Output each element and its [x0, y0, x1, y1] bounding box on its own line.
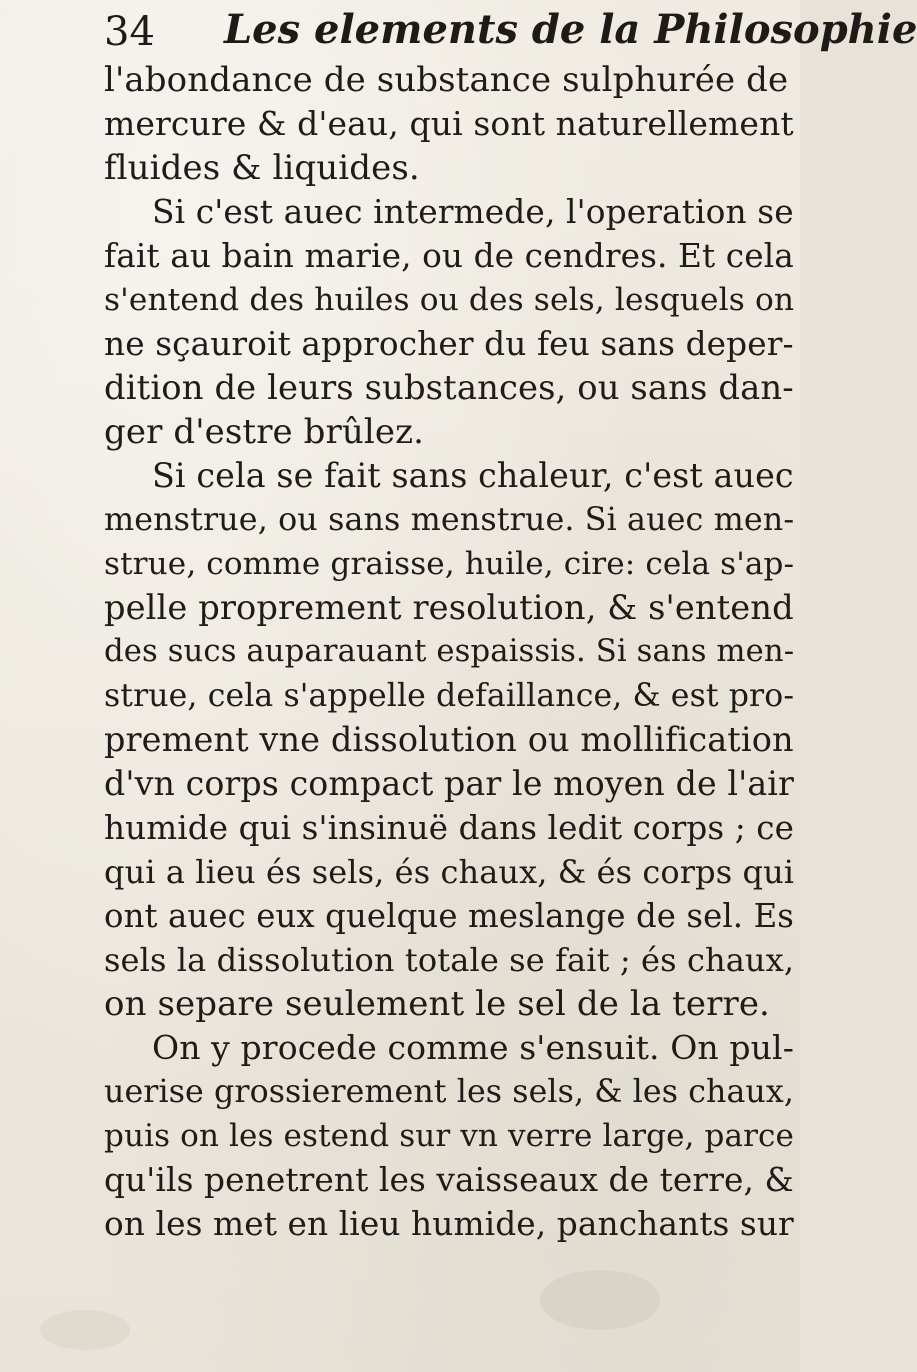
paper-stain [540, 1270, 660, 1330]
text-line: on separe seulement le sel de la terre. [104, 984, 770, 1024]
text-line: des sucs auparauant espaissis. Si sans men- [104, 634, 795, 669]
text-line: dition de leurs substances, ou sans dan- [104, 368, 794, 407]
text-line: s'entend des huiles ou des sels, lesquels on [104, 282, 795, 318]
text-line: sels la dissolution totale se fait ; és chaux, [104, 941, 795, 979]
text-line: humide qui s'insinuë dans ledit corps ; ce [104, 809, 795, 847]
text-line: strue, comme graisse, huile, cire: cela s'ap- [104, 546, 795, 582]
text-line: on les met en lieu humide, panchants sur [104, 1205, 794, 1243]
text-line: menstrue, ou sans menstrue. Si auec men- [104, 502, 795, 538]
text-line: Si cela se fait sans chaleur, c'est auec [152, 456, 794, 495]
text-line: prement vne dissolution ou mollification [104, 720, 794, 759]
body-text [104, 58, 794, 1246]
text-line: l'abondance de substance sulphurée de [104, 60, 789, 100]
text-line: fait au bain marie, ou de cendres. Et cela [104, 237, 794, 275]
text-line: ger d'estre brûlez. [104, 412, 425, 452]
text-line: qu'ils penetrent les vaisseaux de terre, & [104, 1161, 794, 1199]
paper-stain [40, 1310, 130, 1350]
text-line: pelle proprement resolution, & s'entend [104, 588, 794, 627]
page-number: 34 [104, 9, 155, 55]
text-line: qui a lieu és sels, és chaux, & és corps qui [104, 853, 795, 891]
text-line: mercure & d'eau, qui sont naturellement [104, 104, 794, 143]
text-line: uerise grossierement les sels, & les chaux, [104, 1074, 794, 1110]
page-header [104, 2, 917, 62]
text-line: puis on les estend sur vn verre large, parce [104, 1118, 795, 1154]
text-line: d'vn corps compact par le moyen de l'air [104, 764, 794, 803]
text-line: ont auec eux quelque meslange de sel. Es [104, 897, 795, 935]
text-line: Si c'est auec intermede, l'operation se [152, 193, 794, 231]
running-title: Les elements de la Philosophie [224, 6, 917, 53]
text-line: On y procede comme s'ensuit. On pul- [152, 1028, 794, 1067]
text-line: strue, cela s'appelle defaillance, & est pro- [104, 678, 795, 714]
text-line: fluides & liquides. [104, 148, 420, 188]
text-line: ne sçauroit approcher du feu sans deper- [104, 325, 794, 363]
